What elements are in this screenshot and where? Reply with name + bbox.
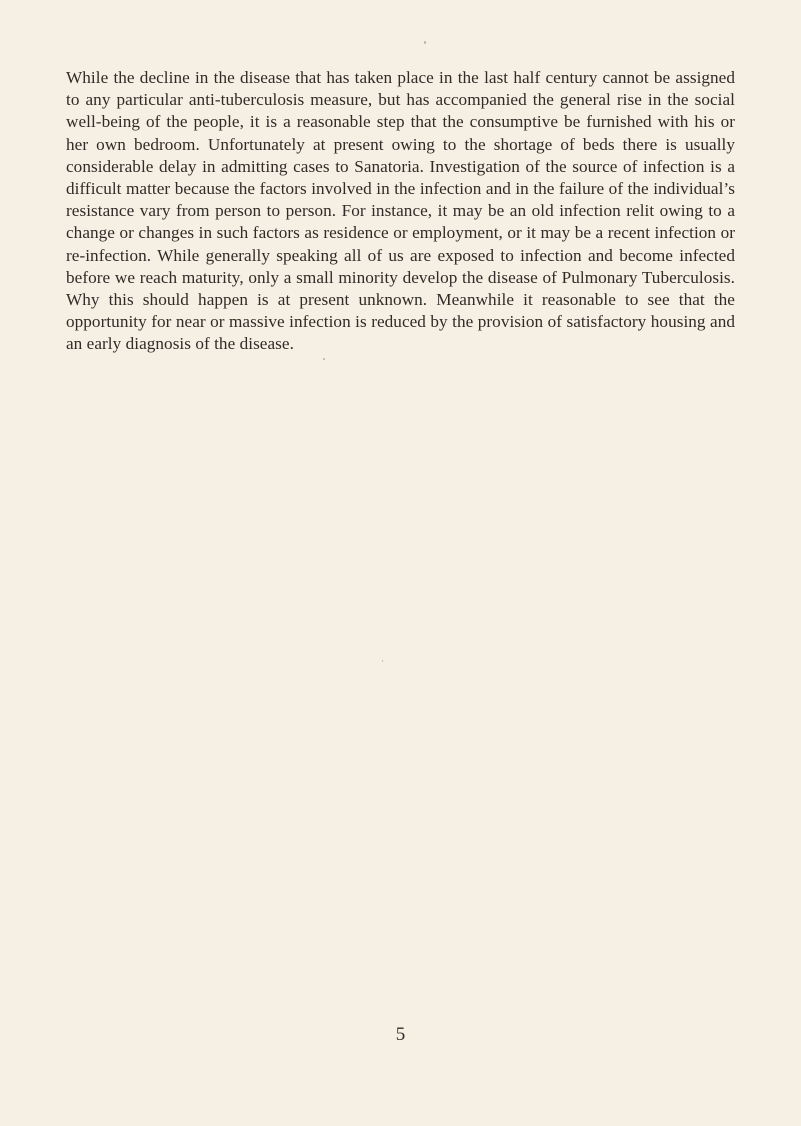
page-number: 5 — [395, 1024, 406, 1045]
paper-speck — [323, 358, 325, 360]
paper-speck — [382, 660, 383, 662]
paper-speck — [424, 41, 426, 44]
body-paragraph: While the decline in the disease that has taken place in the last half century cannot be assigned to any particular anti-tuberculosis measure, but has accompanied the general rise in the social well-being of the people, it is a reasonable step that the consumptive be furnished with his or her own bedroom. Unfortunately at present owing to the shortage of beds there is usually considerable delay in admitting cases to Sanatoria. Investigation of the source of infection is a difficult matter because the factors involved in the infection and in the failure of the individual’s resistance vary from person to person. For instance, it may be an old infection relit owing to a change or changes in such factors as residence or employment, or it may be a recent infection or re-infection. While generally speaking all of us are exposed to infection and become infected before we reach maturity, only a small minority develop the disease of Pulmonary Tuberculosis. Why this should happen is at present unknown. Meanwhile it reasonable to see that the opportunity for near or massive infection is reduced by the provision of satisfactory housing and an early diagnosis of the disease. — [66, 68, 735, 354]
